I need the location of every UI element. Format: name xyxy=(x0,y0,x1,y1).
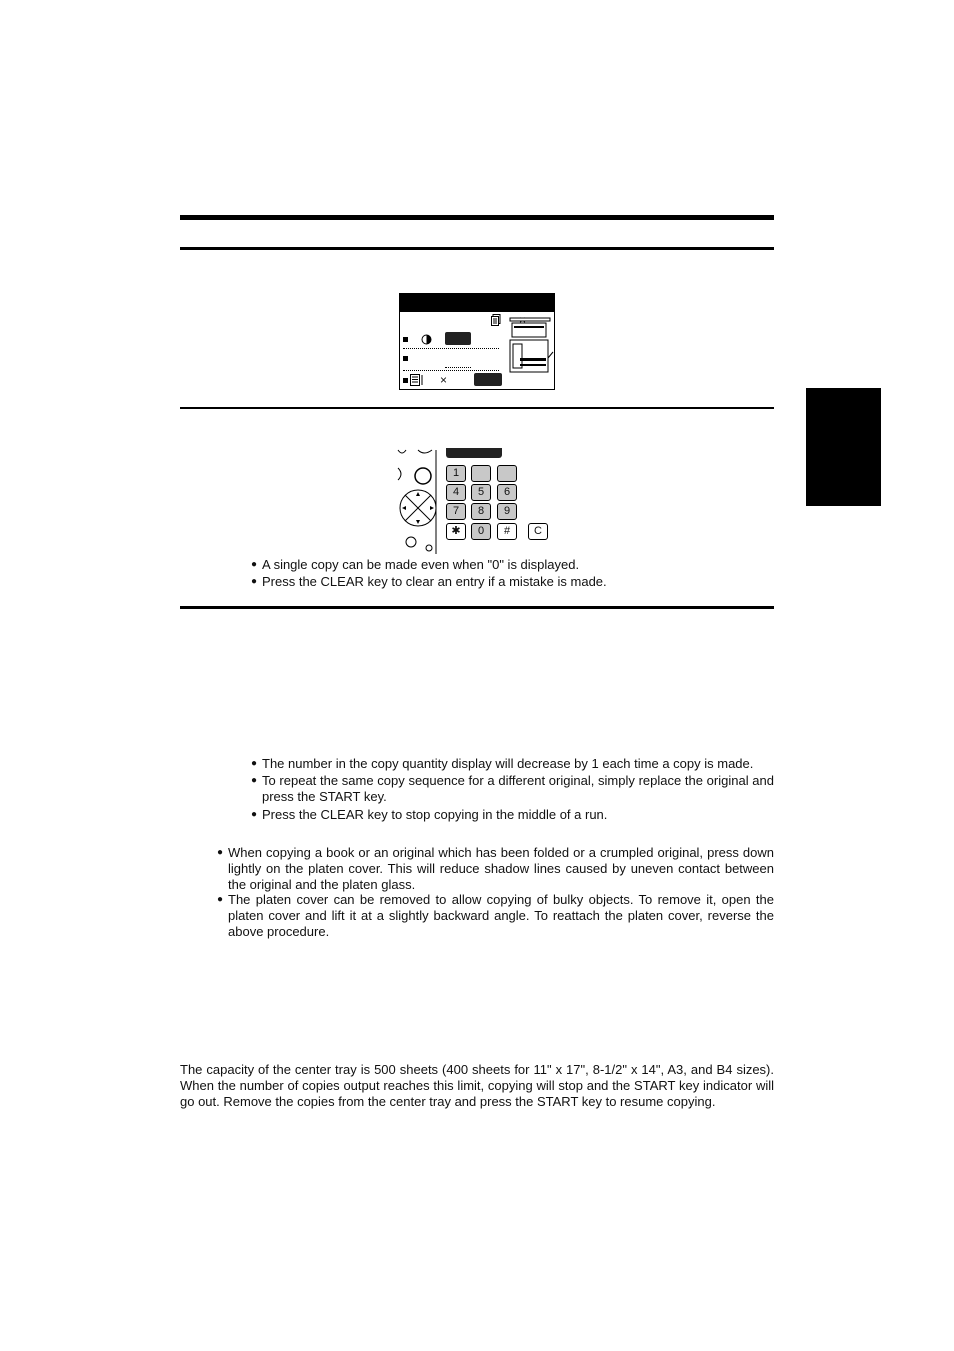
density-indicator xyxy=(445,332,471,345)
step-note-2: ● Press the CLEAR key to clear an entry if a mistake is made. xyxy=(262,574,772,590)
section-rule-3 xyxy=(180,606,774,609)
key-1[interactable]: 1 xyxy=(446,465,466,482)
clear-key[interactable]: C xyxy=(528,523,548,540)
document-icon xyxy=(491,314,501,326)
lcd-message-bar xyxy=(400,294,554,312)
row-marker xyxy=(403,356,408,361)
section-rule-1 xyxy=(180,247,774,250)
copy-count-indicator xyxy=(474,373,502,386)
row-marker xyxy=(403,378,408,383)
lcd-display-illustration xyxy=(399,293,555,390)
chapter-tab xyxy=(806,388,881,506)
key-0[interactable]: 0 xyxy=(471,523,491,540)
copy-count-display xyxy=(446,448,502,458)
key-6[interactable]: 6 xyxy=(497,484,517,501)
row-marker xyxy=(403,337,408,342)
center-tray-capacity-paragraph: The capacity of the center tray is 500 sheets (400 sheets for 11" x 17", 8-1/2" x 14", A3, and B4 sizes). When the number of copies output reaches this limit, copying will stop and the START key indicator will go out. Remove the copies from the center tray and press the START key to resume copying. xyxy=(180,1062,774,1109)
copy-note-2: ● To repeat the same copy sequence for a different original, simply replace the original and press the START key. xyxy=(262,773,774,805)
copy-note-3: ● Press the CLEAR key to stop copying in the middle of a run. xyxy=(262,807,774,823)
key-3[interactable] xyxy=(497,465,517,482)
key-asterisk[interactable]: ✱ xyxy=(446,523,466,540)
copies-icon xyxy=(410,374,424,386)
contrast-icon xyxy=(421,334,432,345)
section-rule-2 xyxy=(180,407,774,409)
top-heavy-rule xyxy=(180,215,774,220)
key-9[interactable]: 9 xyxy=(497,503,517,520)
key-hash[interactable]: # xyxy=(497,523,517,540)
copier-machine-icon xyxy=(506,314,554,386)
row-divider xyxy=(403,370,499,371)
key-8[interactable]: 8 xyxy=(471,503,491,520)
key-4[interactable]: 4 xyxy=(446,484,466,501)
multiply-symbol-2: × xyxy=(440,373,448,387)
key-5[interactable]: 5 xyxy=(471,484,491,501)
control-panel-edge xyxy=(396,448,440,556)
tip-2: ● The platen cover can be removed to allow copying of bulky objects. To remove it, open the platen cover and lift it at a slightly backward angle. To reattach the platen cover, reverse the above procedure. xyxy=(228,892,774,940)
key-7[interactable]: 7 xyxy=(446,503,466,520)
row-divider xyxy=(403,348,499,349)
copy-note-1: ● The number in the copy quantity display will decrease by 1 each time a copy is made. xyxy=(262,756,774,772)
tip-1: ● When copying a book or an original which has been folded or a crumpled original, press down lightly on the platen cover. This will reduce shadow lines caused by uneven contact between the original and the platen glass. xyxy=(228,845,774,893)
paper-field-line xyxy=(445,367,471,368)
key-2[interactable] xyxy=(471,465,491,482)
step-note-1: ● A single copy can be made even when "0" is displayed. xyxy=(262,557,772,573)
